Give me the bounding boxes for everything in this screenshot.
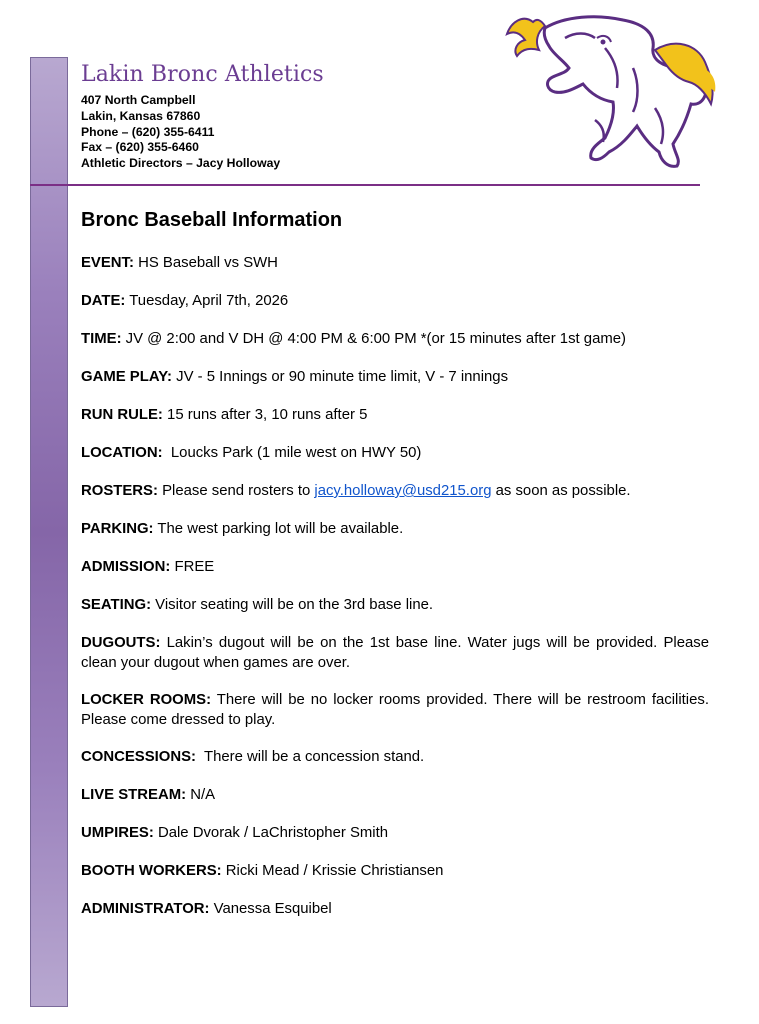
decorative-sidebar-bar — [30, 57, 68, 1007]
parking-row — [81, 520, 709, 540]
admission-row — [81, 558, 709, 578]
locker-rooms-label: LOCKER ROOMS: — [81, 692, 212, 708]
administrator-row — [81, 900, 709, 920]
seating-label: SEATING: — [81, 597, 152, 613]
locker-rooms-row — [81, 691, 709, 730]
address-street: 407 North Campbell — [81, 93, 196, 107]
run-rule-label: RUN RULE: — [81, 407, 163, 423]
administrator-label: ADMINISTRATOR: — [81, 901, 210, 917]
location-value: Loucks Park (1 mile west on HWY 50) — [162, 445, 422, 461]
run-rule-row — [81, 406, 709, 426]
rosters-row — [81, 482, 709, 502]
parking-label: PARKING: — [81, 521, 154, 537]
admission-label: ADMISSION: — [81, 559, 171, 575]
time-row — [81, 330, 709, 350]
umpires-value: Dale Dvorak / LaChristopher Smith — [153, 825, 389, 841]
rosters-text-after: as soon as possible. — [491, 483, 631, 499]
umpires-row — [81, 824, 709, 844]
athletic-directors-line: Athletic Directors – Jacy Holloway — [81, 156, 281, 171]
date-label: DATE: — [81, 293, 126, 309]
date-value: Tuesday, April 7th, 2026 — [125, 293, 289, 309]
administrator-value: Vanessa Esquibel — [209, 901, 332, 917]
rosters-text-before: Please send rosters to — [157, 483, 315, 499]
dugouts-value: Lakin’s dugout will be on the 1st base line. Water jugs will be provided. Please clean your dugout when games are over. — [81, 635, 709, 671]
time-value: JV @ 2:00 and V DH @ 4:00 PM & 6:00 PM *(or 15 minutes after 1st game) — [121, 331, 627, 347]
bronco-logo — [505, 8, 719, 170]
seating-value: Visitor seating will be on the 3rd base line. — [151, 597, 434, 613]
game-play-value: JV - 5 Innings or 90 minute time limit, V - 7 innings — [172, 369, 509, 385]
game-play-row — [81, 368, 709, 388]
admission-value: FREE — [170, 559, 215, 575]
umpires-label: UMPIRES: — [81, 825, 154, 841]
phone-line: Phone – (620) 355-6411 — [81, 124, 215, 139]
live-stream-row — [81, 786, 709, 806]
date-row — [81, 292, 709, 312]
fax-line: Fax – (620) 355-6460 — [81, 140, 199, 155]
rosters-email-link[interactable]: jacy.holloway@usd215.org — [314, 483, 492, 499]
location-row — [81, 444, 709, 464]
dugouts-row — [81, 634, 709, 673]
rosters-label: ROSTERS: — [81, 483, 158, 499]
parking-value: The west parking lot will be available. — [153, 521, 404, 537]
location-label: LOCATION: — [81, 445, 163, 461]
live-stream-label: LIVE STREAM: — [81, 787, 187, 803]
time-label: TIME: — [81, 331, 122, 347]
concessions-row — [81, 748, 709, 768]
live-stream-value: N/A — [186, 787, 216, 803]
game-play-label: GAME PLAY: — [81, 369, 173, 385]
event-label: EVENT: — [81, 255, 134, 271]
concessions-label: CONCESSIONS: — [81, 749, 197, 765]
locker-rooms-value: There will be no locker rooms provided. There will be restroom facilities. Please come dressed to play. — [81, 692, 709, 728]
booth-workers-label: BOOTH WORKERS: — [81, 863, 222, 879]
seating-row — [81, 596, 709, 616]
run-rule-value: 15 runs after 3, 10 runs after 5 — [162, 407, 368, 423]
page-title: Bronc Baseball Information — [81, 209, 343, 231]
booth-workers-value: Ricki Mead / Krissie Christiansen — [221, 863, 444, 879]
org-name: Lakin Bronc Athletics — [81, 62, 324, 87]
event-value: HS Baseball vs SWH — [133, 255, 278, 271]
event-row — [81, 254, 709, 274]
address-city: Lakin, Kansas 67860 — [81, 108, 201, 123]
booth-workers-row — [81, 862, 709, 882]
header-divider — [30, 184, 700, 186]
concessions-value: There will be a concession stand. — [196, 749, 425, 765]
dugouts-label: DUGOUTS: — [81, 635, 161, 651]
address-block — [81, 93, 280, 172]
